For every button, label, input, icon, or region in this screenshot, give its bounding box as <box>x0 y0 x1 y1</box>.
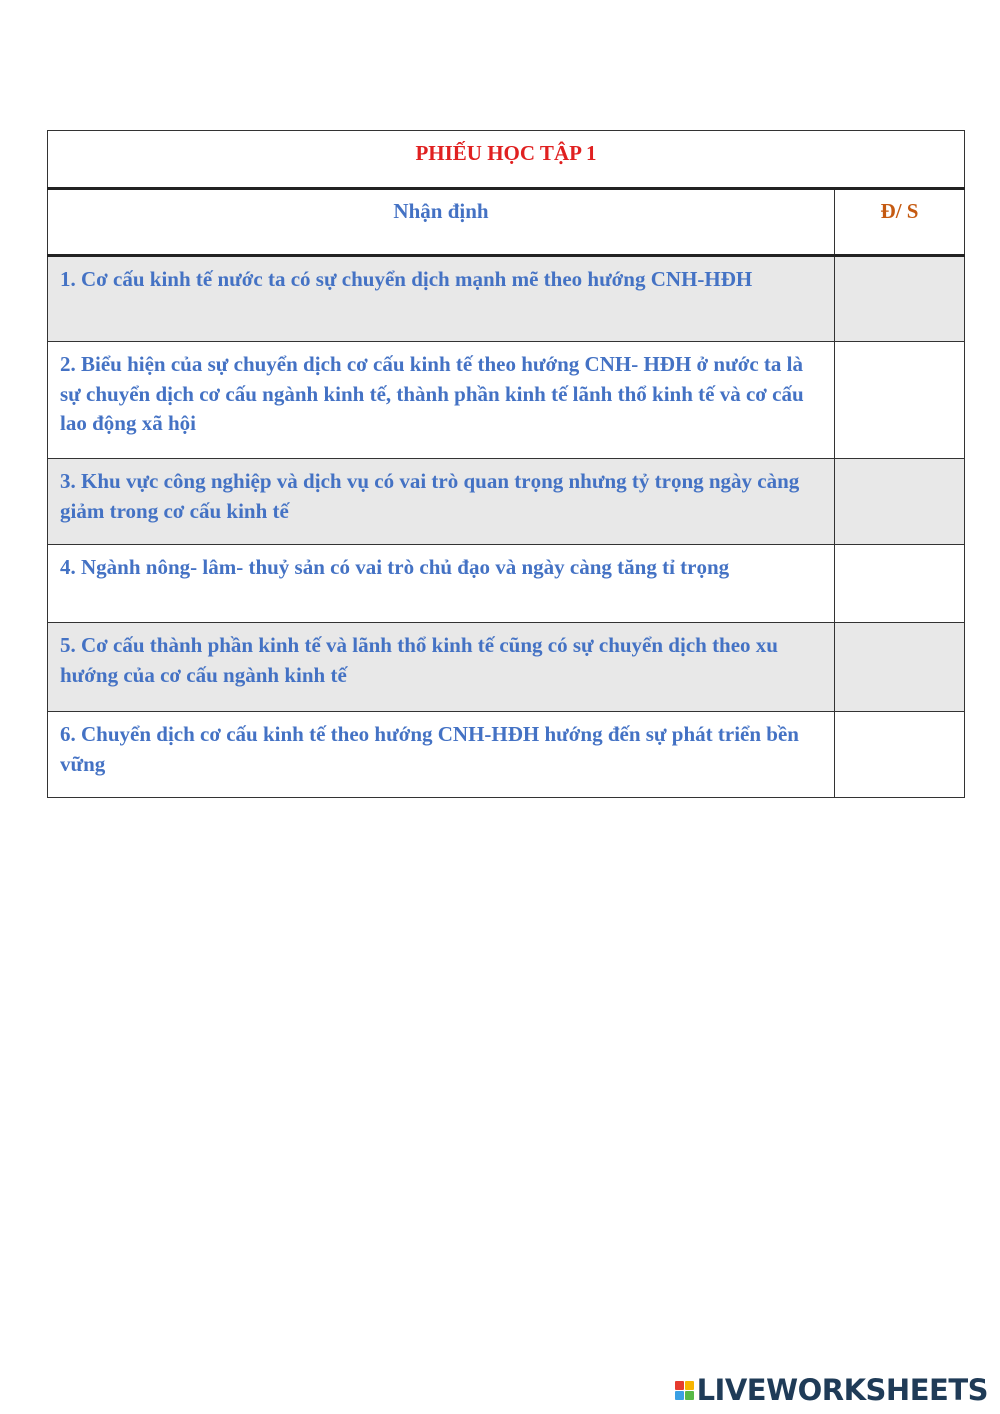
answer-cell-3[interactable] <box>835 459 965 545</box>
statement-2: 2. Biểu hiện của sự chuyển dịch cơ cấu kinh tế theo hướng CNH- HĐH ở nước ta là sự chuyển dịch cơ cấu ngành kinh tế, thành phần kinh tế lãnh thổ kinh tế và cơ cấu lao động xã hội <box>48 342 835 459</box>
liveworksheets-logo-icon <box>675 1381 694 1400</box>
statement-1: 1. Cơ cấu kinh tế nước ta có sự chuyển dịch mạnh mẽ theo hướng CNH-HĐH <box>48 256 835 342</box>
statement-3: 3. Khu vực công nghiệp và dịch vụ có vai trò quan trọng nhưng tỷ trọng ngày càng giảm trong cơ cấu kinh tế <box>48 459 835 545</box>
liveworksheets-brand <box>675 1372 988 1408</box>
answer-column-header: Đ/ S <box>835 189 965 256</box>
title-row <box>48 131 965 189</box>
answer-cell-2[interactable] <box>835 342 965 459</box>
statement-6: 6. Chuyển dịch cơ cấu kinh tế theo hướng CNH-HĐH hướng đến sự phát triển bền vững <box>48 712 835 798</box>
table-row <box>48 256 965 342</box>
table-row <box>48 623 965 712</box>
table-row <box>48 342 965 459</box>
brand-name: LIVEWORKSHEETS <box>696 1373 988 1407</box>
statement-column-header: Nhận định <box>48 189 835 256</box>
answer-cell-5[interactable] <box>835 623 965 712</box>
worksheet-table <box>47 130 965 798</box>
answer-cell-1[interactable] <box>835 256 965 342</box>
statement-4: 4. Ngành nông- lâm- thuỷ sản có vai trò chủ đạo và ngày càng tăng tỉ trọng <box>48 545 835 623</box>
header-row <box>48 189 965 256</box>
answer-cell-4[interactable] <box>835 545 965 623</box>
statement-5: 5. Cơ cấu thành phần kinh tế và lãnh thổ kinh tế cũng có sự chuyển dịch theo xu hướng của cơ cấu ngành kinh tế <box>48 623 835 712</box>
answer-cell-6[interactable] <box>835 712 965 798</box>
worksheet-title: PHIẾU HỌC TẬP 1 <box>48 131 965 189</box>
table-row <box>48 459 965 545</box>
table-row <box>48 545 965 623</box>
table-row <box>48 712 965 798</box>
